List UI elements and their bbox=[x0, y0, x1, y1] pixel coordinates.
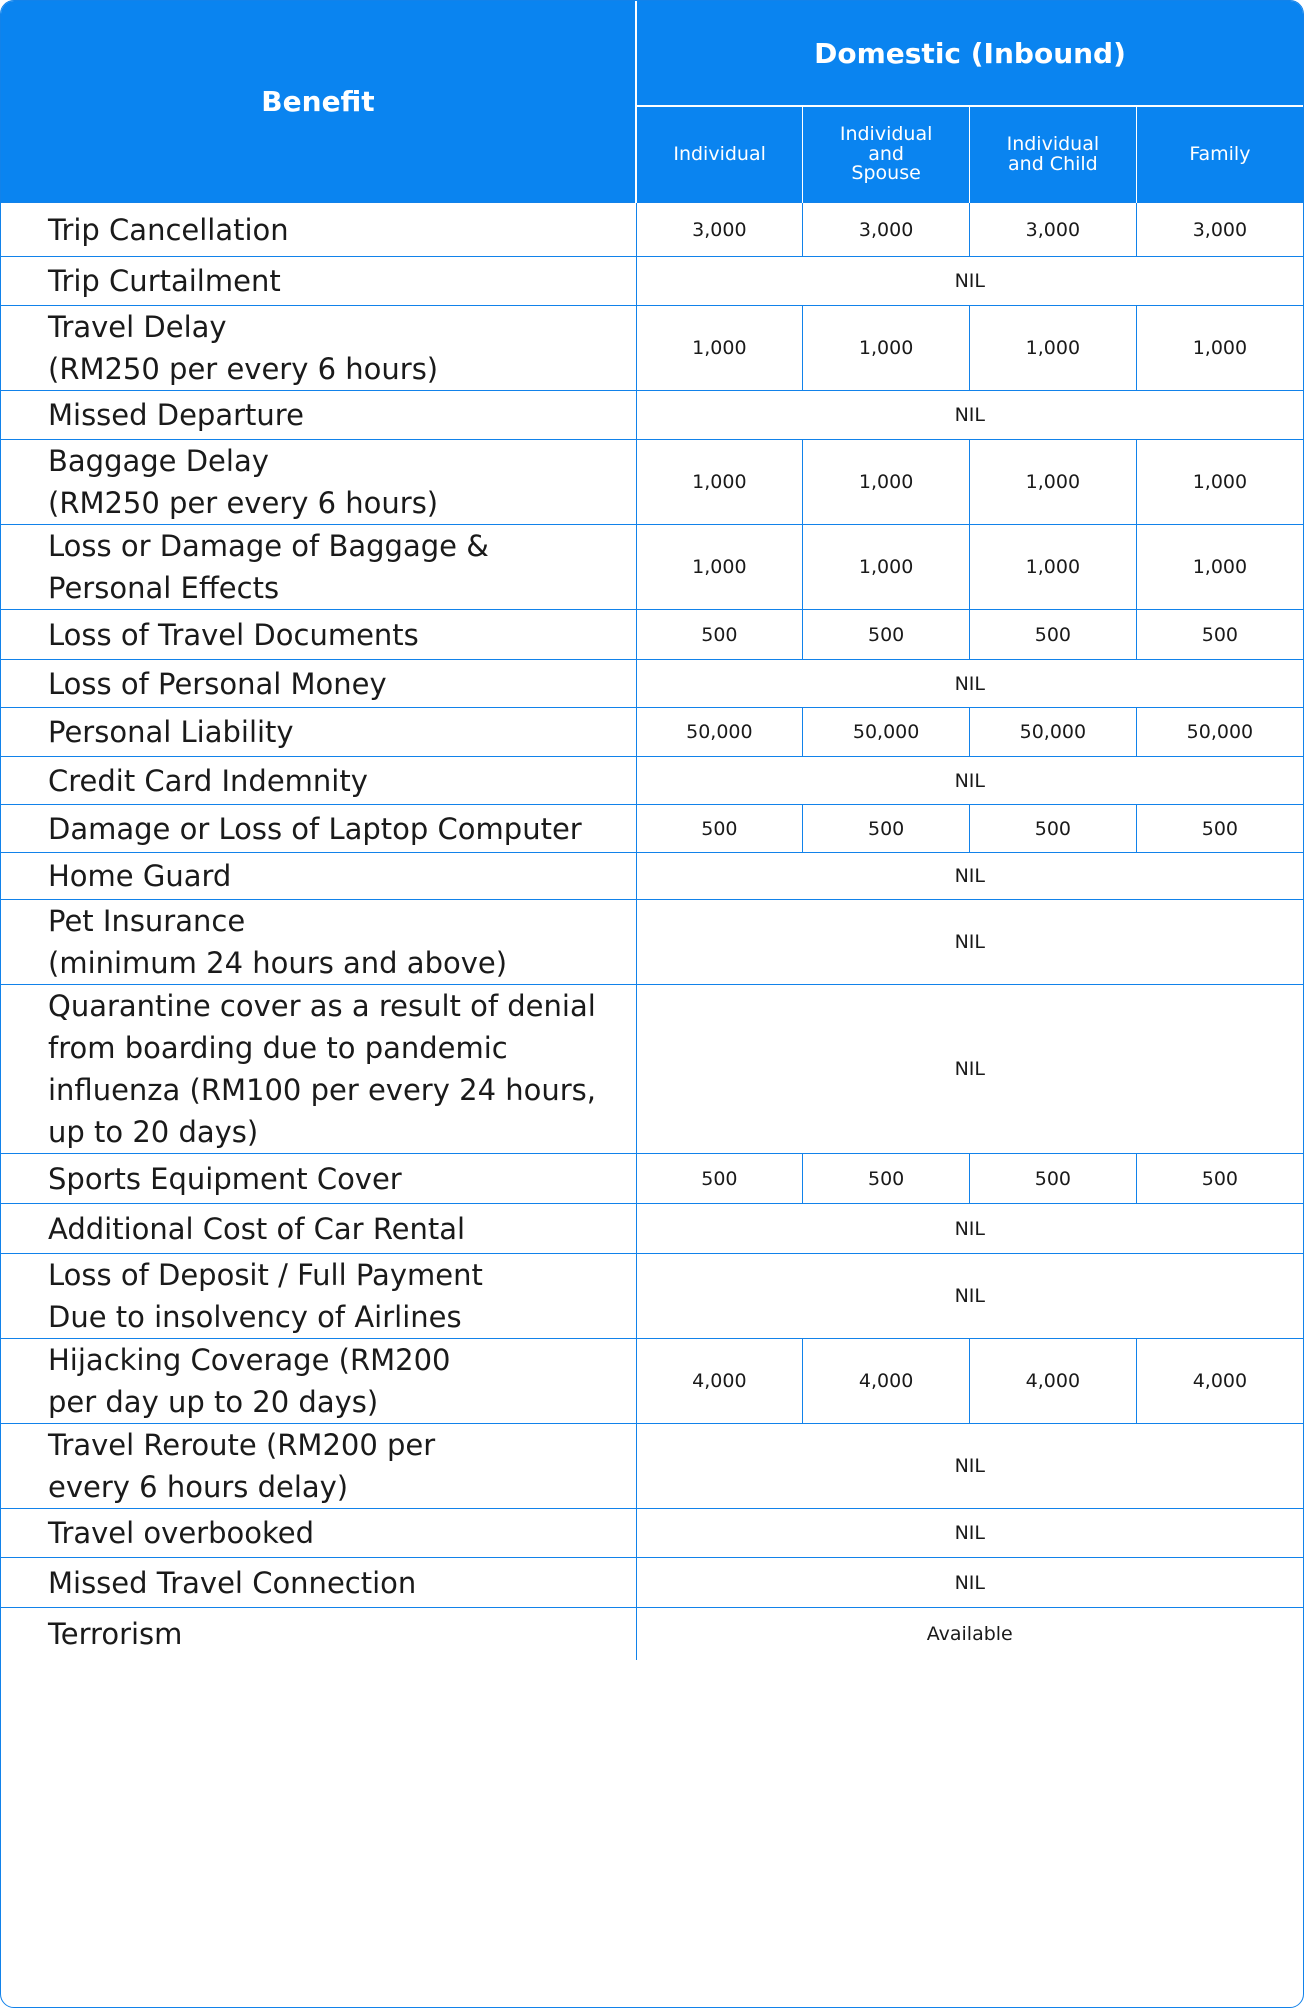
benefit-value-individual-and-child: 3,000 bbox=[970, 203, 1137, 257]
table-row bbox=[1, 1558, 1303, 1608]
table-row bbox=[1, 1254, 1303, 1339]
plan-header-individual-and-child: Individual and Child bbox=[970, 106, 1137, 203]
benefit-value-all-plans: NIL bbox=[636, 853, 1303, 900]
benefit-value-individual-and-child: 50,000 bbox=[970, 708, 1137, 757]
benefit-value-individual: 500 bbox=[636, 805, 803, 853]
benefit-value-family: 3,000 bbox=[1136, 203, 1303, 257]
benefit-name: Terrorism bbox=[1, 1608, 636, 1660]
benefit-value-individual-and-spouse: 500 bbox=[803, 610, 970, 660]
plan-header-individual: Individual bbox=[636, 106, 803, 203]
benefit-name: Missed Departure bbox=[1, 391, 636, 440]
benefit-value-all-plans: Available bbox=[636, 1608, 1303, 1660]
benefit-value-individual-and-child: 1,000 bbox=[970, 440, 1137, 525]
table-row bbox=[1, 853, 1303, 900]
benefit-name: Travel Delay (RM250 per every 6 hours) bbox=[1, 306, 636, 391]
benefit-value-family: 4,000 bbox=[1136, 1339, 1303, 1424]
benefit-column-header: Benefit bbox=[1, 1, 636, 203]
benefit-name: Loss or Damage of Baggage & Personal Effects bbox=[1, 525, 636, 610]
benefit-name: Loss of Personal Money bbox=[1, 660, 636, 708]
benefit-value-family: 1,000 bbox=[1136, 525, 1303, 610]
benefit-value-individual-and-child: 500 bbox=[970, 610, 1137, 660]
benefit-name: Quarantine cover as a result of denial from boarding due to pandemic influenza (RM100 per every 24 hours, up to 20 days) bbox=[1, 985, 636, 1154]
table-row bbox=[1, 203, 1303, 257]
benefit-name: Additional Cost of Car Rental bbox=[1, 1204, 636, 1254]
table-row bbox=[1, 525, 1303, 610]
table-row bbox=[1, 1154, 1303, 1204]
benefit-name: Trip Curtailment bbox=[1, 257, 636, 306]
benefit-name: Credit Card Indemnity bbox=[1, 757, 636, 805]
benefit-value-individual-and-child: 1,000 bbox=[970, 306, 1137, 391]
benefit-name: Damage or Loss of Laptop Computer bbox=[1, 805, 636, 853]
table-row bbox=[1, 757, 1303, 805]
benefit-value-individual: 3,000 bbox=[636, 203, 803, 257]
benefit-value-individual: 500 bbox=[636, 610, 803, 660]
benefit-value-individual-and-child: 1,000 bbox=[970, 525, 1137, 610]
benefit-name: Pet Insurance (minimum 24 hours and above) bbox=[1, 900, 636, 985]
benefit-value-all-plans: NIL bbox=[636, 757, 1303, 805]
benefit-value-individual-and-spouse: 4,000 bbox=[803, 1339, 970, 1424]
benefit-value-individual: 1,000 bbox=[636, 440, 803, 525]
benefit-value-all-plans: NIL bbox=[636, 900, 1303, 985]
benefit-value-all-plans: NIL bbox=[636, 660, 1303, 708]
benefit-value-individual-and-child: 500 bbox=[970, 1154, 1137, 1204]
benefit-value-individual-and-spouse: 3,000 bbox=[803, 203, 970, 257]
table-header bbox=[1, 1, 1303, 203]
table-row bbox=[1, 900, 1303, 985]
benefit-value-family: 500 bbox=[1136, 805, 1303, 853]
table-row bbox=[1, 440, 1303, 525]
benefit-value-family: 500 bbox=[1136, 1154, 1303, 1204]
plan-header-individual-and-spouse: Individual and Spouse bbox=[803, 106, 970, 203]
benefit-name: Travel overbooked bbox=[1, 1509, 636, 1558]
benefit-value-individual-and-child: 500 bbox=[970, 805, 1137, 853]
table-row bbox=[1, 1424, 1303, 1509]
benefit-name: Sports Equipment Cover bbox=[1, 1154, 636, 1204]
table-row bbox=[1, 660, 1303, 708]
benefit-value-all-plans: NIL bbox=[636, 1254, 1303, 1339]
table-row bbox=[1, 1339, 1303, 1424]
benefit-name: Loss of Deposit / Full Payment Due to insolvency of Airlines bbox=[1, 1254, 636, 1339]
table-row bbox=[1, 610, 1303, 660]
benefit-value-individual-and-spouse: 1,000 bbox=[803, 525, 970, 610]
benefit-name: Missed Travel Connection bbox=[1, 1558, 636, 1608]
benefit-name: Trip Cancellation bbox=[1, 203, 636, 257]
table-row bbox=[1, 391, 1303, 440]
table-row bbox=[1, 1204, 1303, 1254]
benefit-name: Loss of Travel Documents bbox=[1, 610, 636, 660]
benefit-name: Baggage Delay (RM250 per every 6 hours) bbox=[1, 440, 636, 525]
benefit-value-individual: 500 bbox=[636, 1154, 803, 1204]
table-row bbox=[1, 985, 1303, 1154]
benefit-value-all-plans: NIL bbox=[636, 985, 1303, 1154]
table-row bbox=[1, 306, 1303, 391]
benefit-value-individual: 1,000 bbox=[636, 306, 803, 391]
benefit-value-all-plans: NIL bbox=[636, 1204, 1303, 1254]
benefit-value-individual: 1,000 bbox=[636, 525, 803, 610]
table-row bbox=[1, 805, 1303, 853]
benefit-name: Travel Reroute (RM200 per every 6 hours delay) bbox=[1, 1424, 636, 1509]
benefits-table bbox=[1, 1, 1303, 1660]
domestic-inbound-header: Domestic (Inbound) bbox=[636, 1, 1303, 106]
benefit-value-family: 500 bbox=[1136, 610, 1303, 660]
benefit-name: Hijacking Coverage (RM200 per day up to 20 days) bbox=[1, 1339, 636, 1424]
benefit-value-individual-and-spouse: 1,000 bbox=[803, 440, 970, 525]
benefit-value-individual-and-spouse: 500 bbox=[803, 1154, 970, 1204]
table-row bbox=[1, 1509, 1303, 1558]
benefit-value-individual: 4,000 bbox=[636, 1339, 803, 1424]
benefit-value-all-plans: NIL bbox=[636, 257, 1303, 306]
plan-header-family: Family bbox=[1136, 106, 1303, 203]
benefit-value-family: 50,000 bbox=[1136, 708, 1303, 757]
benefit-value-all-plans: NIL bbox=[636, 1558, 1303, 1608]
benefit-value-all-plans: NIL bbox=[636, 391, 1303, 440]
benefit-value-individual: 50,000 bbox=[636, 708, 803, 757]
benefit-name: Personal Liability bbox=[1, 708, 636, 757]
table-row bbox=[1, 257, 1303, 306]
benefit-name: Home Guard bbox=[1, 853, 636, 900]
benefit-value-family: 1,000 bbox=[1136, 306, 1303, 391]
benefit-value-individual-and-spouse: 1,000 bbox=[803, 306, 970, 391]
benefit-value-all-plans: NIL bbox=[636, 1509, 1303, 1558]
table-row bbox=[1, 1608, 1303, 1660]
benefit-value-individual-and-spouse: 500 bbox=[803, 805, 970, 853]
table-row bbox=[1, 708, 1303, 757]
benefit-value-family: 1,000 bbox=[1136, 440, 1303, 525]
benefit-value-individual-and-spouse: 50,000 bbox=[803, 708, 970, 757]
benefit-value-individual-and-child: 4,000 bbox=[970, 1339, 1137, 1424]
benefit-value-all-plans: NIL bbox=[636, 1424, 1303, 1509]
table-body bbox=[1, 203, 1303, 1660]
